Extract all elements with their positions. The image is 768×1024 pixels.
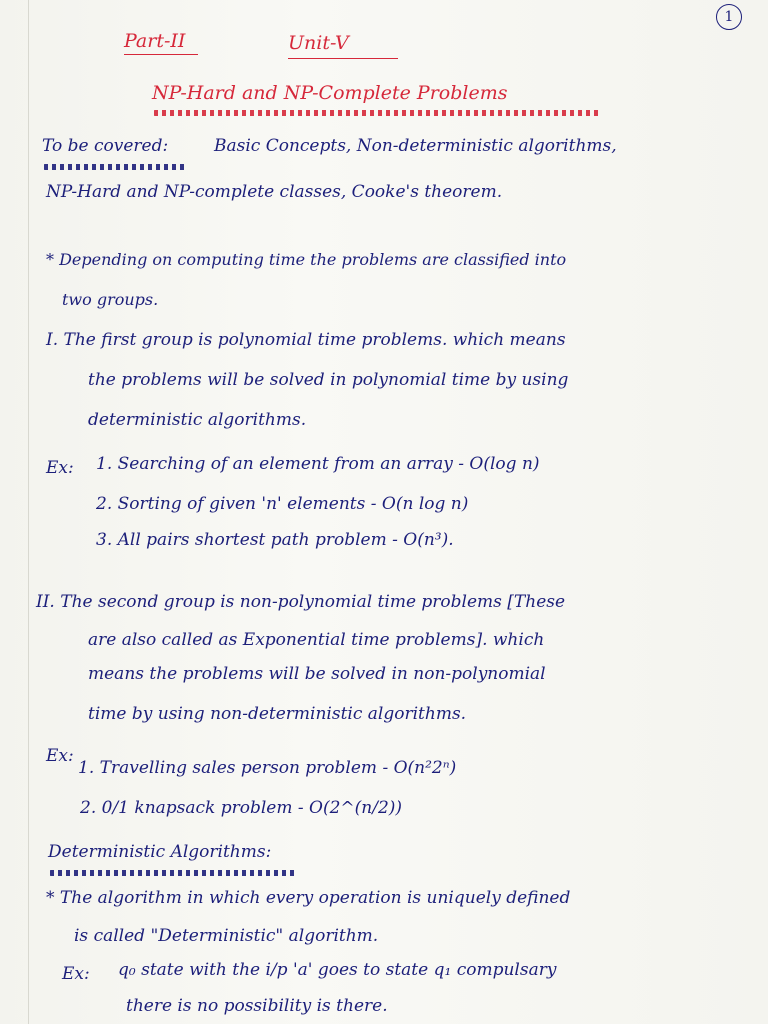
group1-line-1: I. The first group is polynomial time problems. which means [46,330,566,350]
unit-underline [288,58,398,59]
examples1-item-3: 3. All pairs shortest path problem - O(n³). [96,530,454,550]
examples2-item-1: 1. Travelling sales person problem - O(n²2ⁿ) [78,758,457,778]
examples1-item-2: 2. Sorting of given 'n' elements - O(n log n) [96,494,469,514]
group2-line-4: time by using non-deterministic algorithms. [88,704,467,724]
examples1-item-1: 1. Searching of an element from an array - O(log n) [96,454,540,474]
deterministic-line-2: is called "Deterministic" algorithm. [74,926,379,946]
deterministic-ex-line-1: q₀ state with the i/p 'a' goes to state q₁ compulsary [118,960,557,980]
deterministic-wavy-underline [48,870,298,876]
group2-line-2: are also called as Exponential time problems]. which [88,630,545,650]
covered-label: To be covered: [42,136,169,156]
covered-line-2: NP-Hard and NP-complete classes, Cooke's theorem. [46,182,503,202]
covered-line-1: Basic Concepts, Non-deterministic algorithms, [214,136,617,156]
examples2-label: Ex: [46,746,74,766]
examples1-label: Ex: [46,458,74,478]
margin-line [28,0,29,1024]
unit-label: Unit-V [288,32,349,54]
deterministic-line-1: * The algorithm in which every operation is uniquely defined [46,888,571,908]
deterministic-ex-line-2: there is no possibility is there. [126,996,388,1016]
title-wavy-underline [152,110,602,116]
deterministic-heading: Deterministic Algorithms: [48,842,272,862]
intro-line-2: two groups. [62,290,159,309]
intro-line-1: * Depending on computing time the problems are classified into [46,250,567,269]
part-underline [124,54,198,55]
page-title: NP-Hard and NP-Complete Problems [152,82,508,104]
group2-line-3: means the problems will be solved in non-polynomial [88,664,546,684]
covered-wavy-underline [42,164,187,170]
group2-line-1: II. The second group is non-polynomial time problems [These [36,592,566,612]
part-label: Part-II [124,30,186,52]
group1-line-3: deterministic algorithms. [88,410,307,430]
page-number: 1 [716,4,742,30]
group1-line-2: the problems will be solved in polynomial time by using [88,370,569,390]
deterministic-ex-label: Ex: [62,964,90,984]
examples2-item-2: 2. 0/1 knapsack problem - O(2^(n/2)) [80,798,403,818]
